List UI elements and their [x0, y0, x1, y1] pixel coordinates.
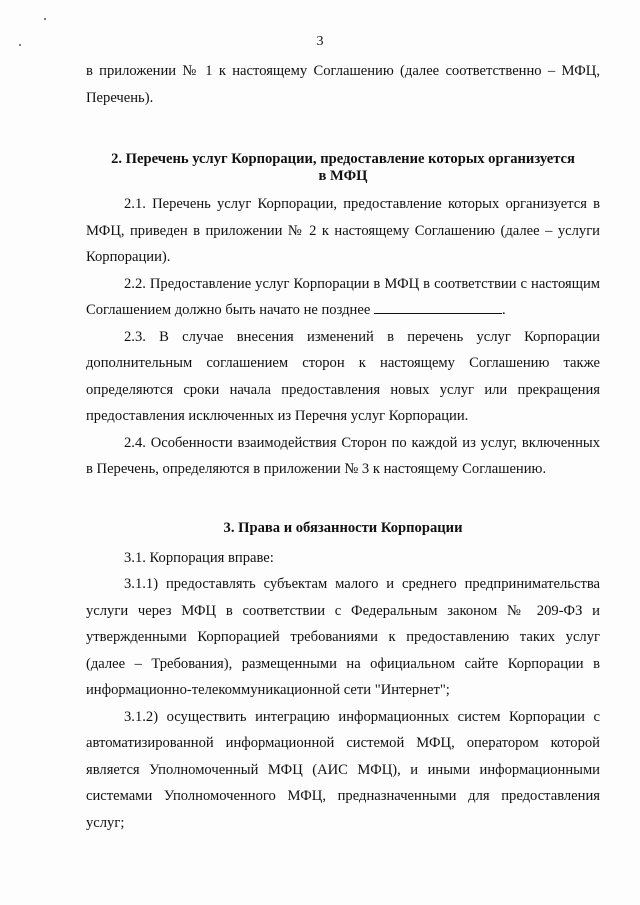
paragraph-3-1: 3.1. Корпорация вправе: — [124, 549, 274, 566]
paragraph-2-2 — [86, 271, 600, 324]
paragraph-3-1-2: 3.1.2) осуществить интеграцию информационных систем Корпорации с автоматизированной информационной системой МФЦ, оператором которой является Уполномоченный МФЦ (АИС МФЦ), и иными информационными системами Уполномоченного МФЦ, предназначенными для предоставления услуг; — [86, 708, 600, 831]
section-2-heading — [86, 151, 600, 185]
paragraph-2-4: 2.4. Особенности взаимодействия Сторон по каждой из услуг, включенных в Перечень, определяются в приложении № 3 к настоящему Соглашению. — [86, 434, 600, 477]
section-2-heading-line-2: в МФЦ — [318, 168, 368, 184]
section-2-heading-line-1: 2. Перечень услуг Корпорации, предоставление которых организуется — [111, 151, 575, 167]
paragraph-3-1-1: 3.1.1) предоставлять субъектам малого и среднего предпринимательства услуги через МФЦ в соответствии с Федеральным законом № 209-ФЗ и утвержденными Корпорацией требованиями к предоставлению таких услуг (далее – Требования), размещенными на официальном сайте Корпорации в информационно-телекоммуникационной сети "Интернет"; — [86, 576, 600, 698]
paragraph-2-2-end: . — [501, 302, 506, 318]
paragraph-2-1: 2.1. Перечень услуг Корпорации, предоставление которых организуется в МФЦ, приведен в приложении № 2 к настоящему Соглашению (далее – услуги Корпорации). — [86, 196, 600, 265]
document-body — [86, 58, 600, 836]
paragraph-2-2-text: 2.2. Предоставление услуг Корпорации в МФЦ в соответствии с настоящим Соглашением должно быть начато не позднее — [86, 275, 600, 318]
section-3-heading: 3. Права и обязанности Корпорации — [223, 519, 463, 536]
page-number: 3 — [316, 34, 324, 49]
scan-speck — [44, 18, 46, 20]
paragraph-2-3: 2.3. В случае внесения изменений в перечень услуг Корпорации дополнительным соглашением сторон к настоящему Соглашению также определяются сроки начала предоставления новых услуг или прекращения предоставления исключенных из Перечня услуг Корпорации. — [86, 328, 600, 424]
fill-in-blank — [374, 299, 502, 314]
intro-paragraph: в приложении № 1 к настоящему Соглашению (далее соответственно – МФЦ, Перечень). — [86, 63, 600, 106]
